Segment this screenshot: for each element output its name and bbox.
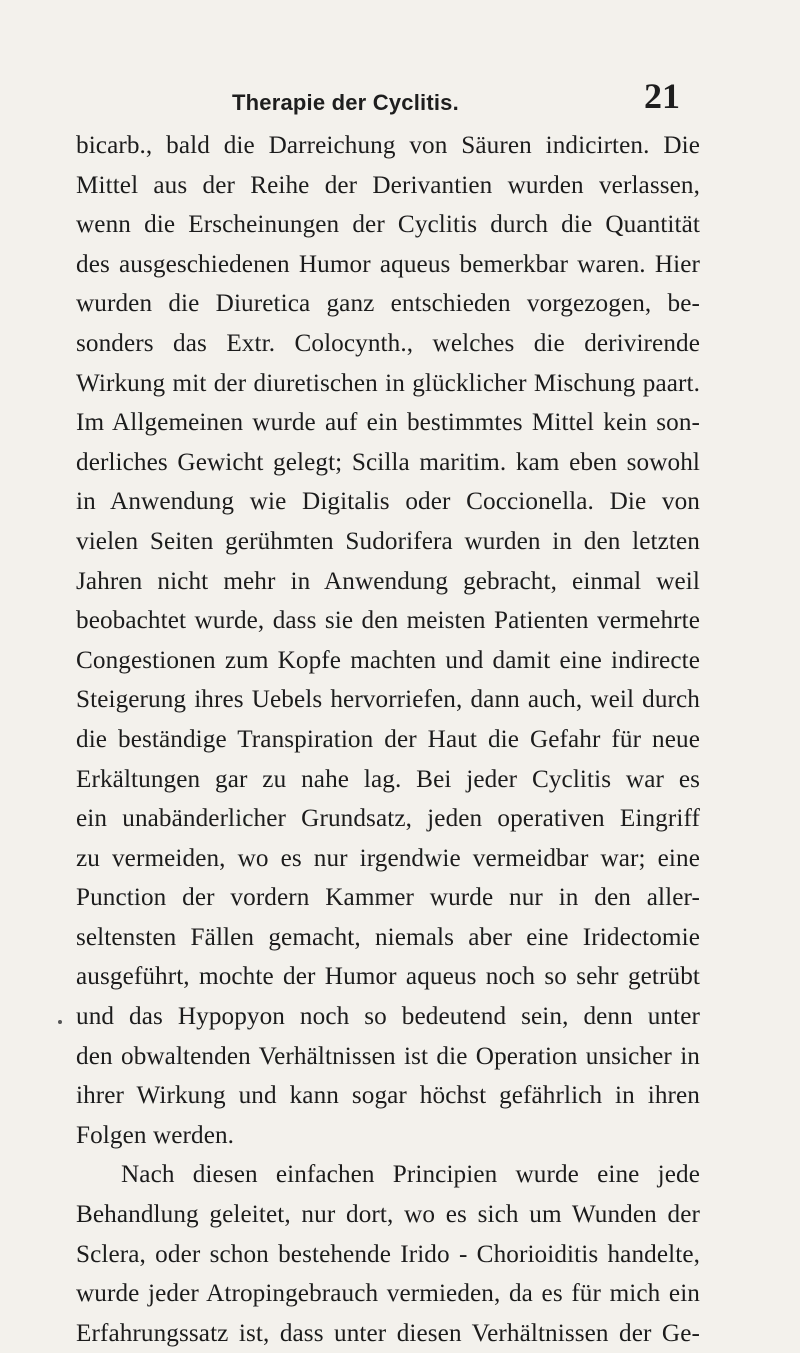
text-line: des ausgeschiedenen Humor aqueus bemerkbar waren. Hier xyxy=(76,250,700,278)
page-number: 21 xyxy=(644,76,680,116)
text-line: Erkältungen gar zu nahe lag. Bei jeder Cyclitis war es xyxy=(76,765,700,793)
text-line: Punction der vordern Kammer wurde nur in den aller- xyxy=(76,884,700,912)
text-line: Jahren nicht mehr in Anwendung gebracht, einmal weil xyxy=(76,567,700,595)
text-line-paragraph-start: Nach diesen einfachen Principien wurde eine jede xyxy=(121,1161,700,1189)
text-line: wenn die Erscheinungen der Cyclitis durch die Quantität xyxy=(76,211,700,239)
text-line: bicarb., bald die Darreichung von Säuren indicirten. Die xyxy=(76,132,700,159)
text-line: derliches Gewicht gelegt; Scilla maritim. kam eben sowohl xyxy=(76,448,700,476)
text-line: Erfahrungssatz ist, dass unter diesen Verhältnissen der Ge- xyxy=(76,1319,700,1347)
text-line: zu vermeiden, wo es nur irgendwie vermeidbar war; eine xyxy=(76,844,700,872)
running-title: Therapie der Cyclitis. xyxy=(232,90,459,115)
body-text xyxy=(76,126,700,1353)
text-line: Behandlung geleitet, nur dort, wo es sich um Wunden der xyxy=(76,1201,700,1229)
text-line: wurde jeder Atropingebrauch vermieden, da es für mich ein xyxy=(76,1280,700,1308)
text-line: Mittel aus der Reihe der Derivantien wurden verlassen, xyxy=(76,171,700,199)
text-line: Congestionen zum Kopfe machten und damit eine indirecte xyxy=(76,646,700,674)
text-line: ihrer Wirkung und kann sogar höchst gefährlich in ihren xyxy=(76,1082,700,1110)
text-line: sonders das Extr. Colocynth., welches die derivirende xyxy=(76,329,700,357)
text-line: den obwaltenden Verhältnissen ist die Operation unsicher in xyxy=(76,1042,700,1070)
text-line: die beständige Transpiration der Haut die Gefahr für neue xyxy=(76,725,700,753)
print-speck xyxy=(58,1020,62,1024)
text-line: und das Hypopyon noch so bedeutend sein, denn unter xyxy=(76,1003,700,1031)
text-line: beobachtet wurde, dass sie den meisten Patienten vermehrte xyxy=(76,607,700,635)
text-line: Sclera, oder schon bestehende Irido - Chorioiditis handelte, xyxy=(76,1240,700,1268)
text-line: Im Allgemeinen wurde auf ein bestimmtes Mittel kein son- xyxy=(76,409,700,437)
text-line: Steigerung ihres Uebels hervorriefen, dann auch, weil durch xyxy=(76,686,700,714)
text-line: wurden die Diuretica ganz entschieden vorgezogen, be- xyxy=(76,290,700,318)
text-line: ein unabänderlicher Grundsatz, jeden operativen Eingriff xyxy=(76,805,700,833)
text-line: ausgeführt, mochte der Humor aqueus noch so sehr getrübt xyxy=(76,963,700,991)
running-header xyxy=(0,70,800,114)
text-line-paragraph-end: Folgen werden. xyxy=(76,1121,235,1149)
text-line: seltensten Fällen gemacht, niemals aber eine Iridectomie xyxy=(76,923,700,951)
text-line: in Anwendung wie Digitalis oder Coccionella. Die von xyxy=(76,488,700,516)
text-line: Wirkung mit der diuretischen in glücklicher Mischung paart. xyxy=(76,369,700,397)
text-line: vielen Seiten gerühmten Sudorifera wurden in den letzten xyxy=(76,527,700,555)
